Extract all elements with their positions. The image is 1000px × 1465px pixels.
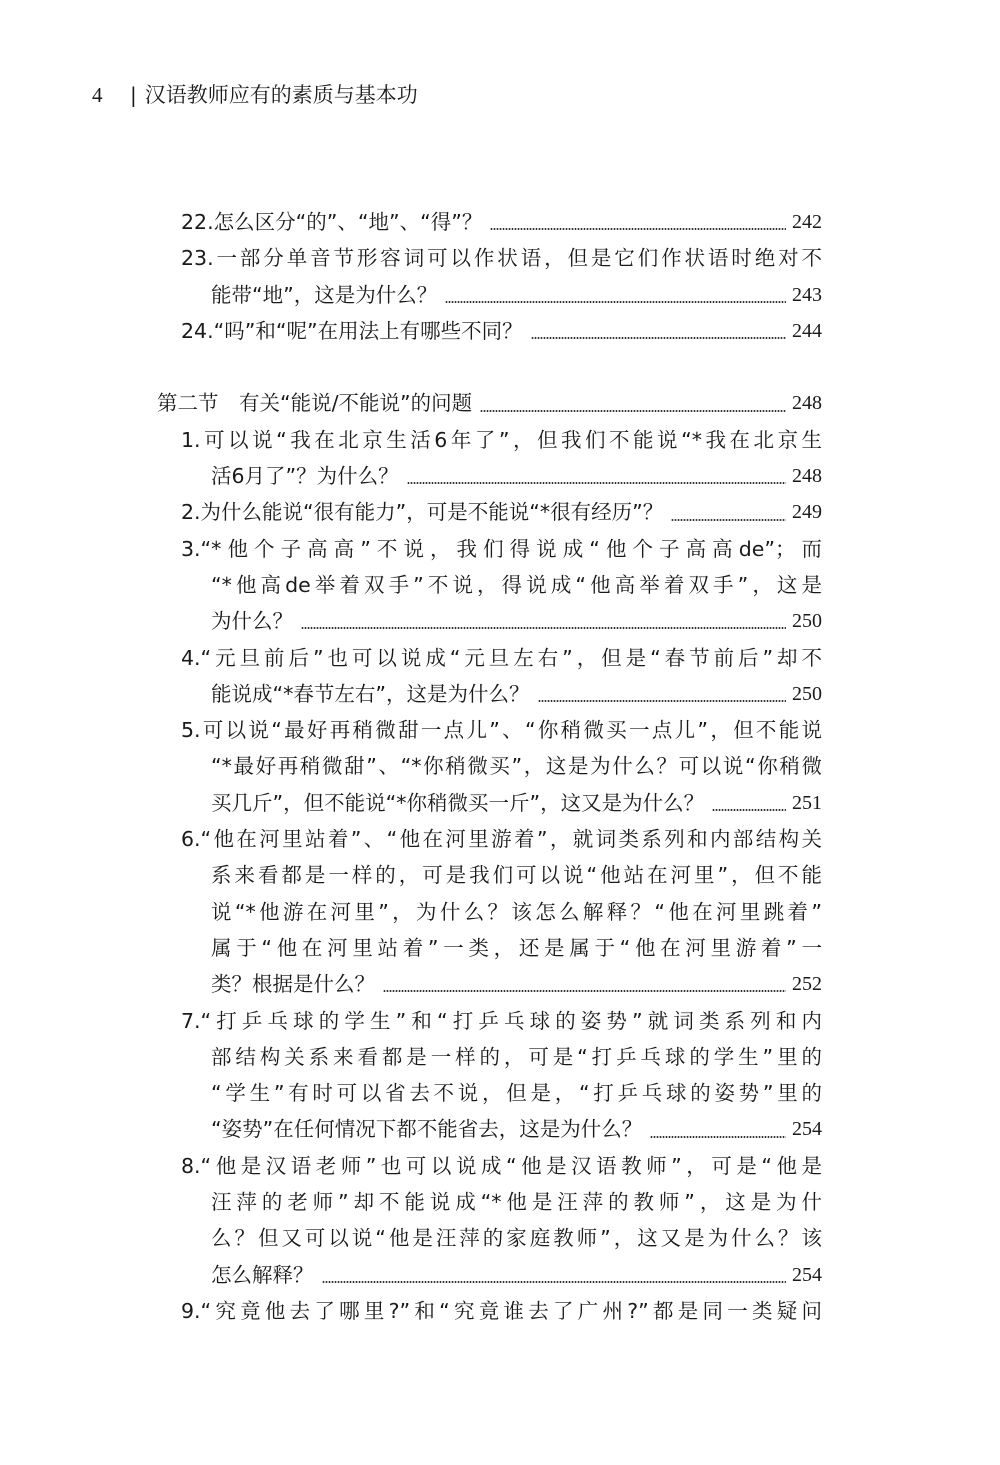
dot-leader <box>480 410 786 412</box>
toc-entry-text: “学生”有时可以省去不说，但是，“打乒乓球的姿势”里的 <box>211 1081 822 1106</box>
toc-entry-text: 说“*他游在河里”，为什么？该怎么解释？“他在河里跳着” <box>211 899 822 924</box>
header-separator: | <box>130 83 137 107</box>
toc-entry-text: 活6月了”？为什么？ <box>211 464 399 489</box>
toc-spacer <box>0 349 1000 385</box>
toc-entry <box>0 712 822 748</box>
toc-entry-text: 8.“他是汉语老师”也可以说成“他是汉语教师”，可是“他是 <box>181 1153 822 1178</box>
toc-entry-continuation <box>0 1111 822 1147</box>
toc-entry-text: 么？但又可以说“他是汪萍的家庭教师”，这又是为什么？该 <box>211 1226 822 1251</box>
toc-page-number: 252 <box>792 973 822 996</box>
dot-leader <box>445 301 786 303</box>
dot-leader <box>407 482 786 484</box>
toc-entry-text: 4.“元旦前后”也可以说成“元旦左右”，但是“春节前后”却不 <box>181 645 822 670</box>
toc-entry-continuation <box>0 458 822 494</box>
toc-entry-text: 买几斤”，但不能说“*你稍微买一斤”，这又是为什么？ <box>211 790 705 815</box>
toc-entry <box>0 640 822 676</box>
toc-entry-text: 9.“究竟他去了哪里?”和“究竟谁去了广州?”都是同一类疑问 <box>181 1298 822 1323</box>
toc-entry-text: 类？根据是什么？ <box>211 972 375 997</box>
toc-entry-continuation <box>0 1075 822 1111</box>
toc-entry-text: 怎么解释？ <box>211 1262 314 1287</box>
toc-entry <box>0 821 822 857</box>
toc-page-number: 254 <box>792 1118 822 1141</box>
toc-entry <box>0 494 822 530</box>
toc-page-number: 248 <box>792 465 822 488</box>
toc-entry <box>0 531 822 567</box>
toc-entry-text: 汪萍的老师”却不能说成“*他是汪萍的教师”，这是为什 <box>211 1190 822 1215</box>
book-title: 汉语教师应有的素质与基本功 <box>144 83 418 107</box>
dot-leader <box>322 1281 787 1283</box>
toc-page-number: 250 <box>792 610 822 633</box>
toc-entry-text: 2.为什么能说“很有能力”，可是不能说“*很有经历”？ <box>181 500 664 525</box>
toc-entry-continuation <box>0 1257 822 1293</box>
toc-entry-continuation <box>0 1220 822 1256</box>
toc-page-number: 243 <box>792 283 822 306</box>
toc-page-number: 242 <box>792 211 822 233</box>
toc-entry <box>0 1293 822 1329</box>
dot-leader <box>671 519 786 521</box>
toc-entry-continuation <box>0 857 822 893</box>
toc-entry-continuation <box>0 748 822 784</box>
toc-entry-continuation <box>0 676 822 712</box>
running-header <box>92 80 418 110</box>
toc-entry-text: 5.可以说“最好再稍微甜一点儿”、“你稍微买一点儿”，但不能说 <box>181 718 822 743</box>
toc-entry <box>0 240 822 276</box>
toc-entry-text: 7.“打乒乓球的学生”和“打乒乓球的姿势”就词类系列和内 <box>181 1008 822 1033</box>
toc-entry <box>0 1003 822 1039</box>
toc-entry-text: 属于“他在河里站着”一类，还是属于“他在河里游着”一 <box>211 935 822 960</box>
toc-page-number: 254 <box>792 1263 822 1286</box>
toc-section-heading <box>0 385 822 421</box>
toc-entry-continuation <box>0 930 822 966</box>
toc-entry-text: “*最好再稍微甜”、“*你稍微买”，这是为什么？可以说“你稍微 <box>211 754 822 779</box>
toc-entry-continuation <box>0 785 822 821</box>
toc-entry-text: 3.“*他个子高高”不说，我们得说成“他个子高高de”；而 <box>181 536 822 561</box>
toc-entry-text: 部结构关系来看都是一样的，可是“打乒乓球的学生”里的 <box>211 1044 822 1069</box>
toc-entry <box>0 204 822 240</box>
toc-entry-text: 系来看都是一样的，可是我们可以说“他站在河里”，但不能 <box>211 863 822 888</box>
toc-entry <box>0 313 822 349</box>
toc-entry-text: 为什么？ <box>211 609 293 634</box>
toc-entry-continuation <box>0 603 822 639</box>
toc-entry-continuation <box>0 894 822 930</box>
dot-leader <box>712 809 786 811</box>
page-number: 4 <box>92 83 103 107</box>
toc-entry-text: 能带“地”，这是为什么？ <box>211 282 438 307</box>
toc-entry-text: 1.可以说“我在北京生活6年了”，但我们不能说“*我在北京生 <box>181 427 822 452</box>
dot-leader <box>301 627 786 629</box>
toc-page-number: 248 <box>792 392 822 415</box>
dot-leader <box>650 1136 786 1138</box>
toc-page-number: 250 <box>792 682 822 705</box>
toc-entry-continuation <box>0 1039 822 1075</box>
toc-page-number: 251 <box>792 791 822 814</box>
toc-entry <box>0 422 822 458</box>
toc-entry <box>0 1148 822 1184</box>
toc-entry-text: 24.“吗”和“呢”在用法上有哪些不同？ <box>181 318 523 343</box>
dot-leader <box>531 337 786 339</box>
toc-entry-continuation <box>0 567 822 603</box>
toc-page-number: 244 <box>792 319 822 342</box>
toc-entry-text: 第二节 有关“能说/不能说”的问题 <box>157 391 473 416</box>
toc-page-number: 249 <box>792 501 822 524</box>
dot-leader <box>490 228 786 230</box>
toc-entry-text: 23.一部分单音节形容词可以作状语，但是它们作状语时绝对不 <box>181 246 822 271</box>
toc-entry-text: “*他高de举着双手”不说，得说成“他高举着双手”，这是 <box>211 572 822 597</box>
toc-entry-text: 22.怎么区分“的”、“地”、“得”？ <box>181 210 483 234</box>
table-of-contents <box>0 204 1000 1329</box>
toc-entry-continuation <box>0 966 822 1002</box>
dot-leader <box>538 700 787 702</box>
toc-entry-continuation <box>0 277 822 313</box>
toc-entry-continuation <box>0 1184 822 1220</box>
toc-entry-text: “姿势”在任何情况下都不能省去，这是为什么？ <box>211 1117 643 1142</box>
dot-leader <box>383 990 786 992</box>
toc-entry-text: 能说成“*春节左右”，这是为什么？ <box>211 681 530 706</box>
toc-entry-text: 6.“他在河里站着”、“他在河里游着”，就词类系列和内部结构关 <box>181 827 822 852</box>
